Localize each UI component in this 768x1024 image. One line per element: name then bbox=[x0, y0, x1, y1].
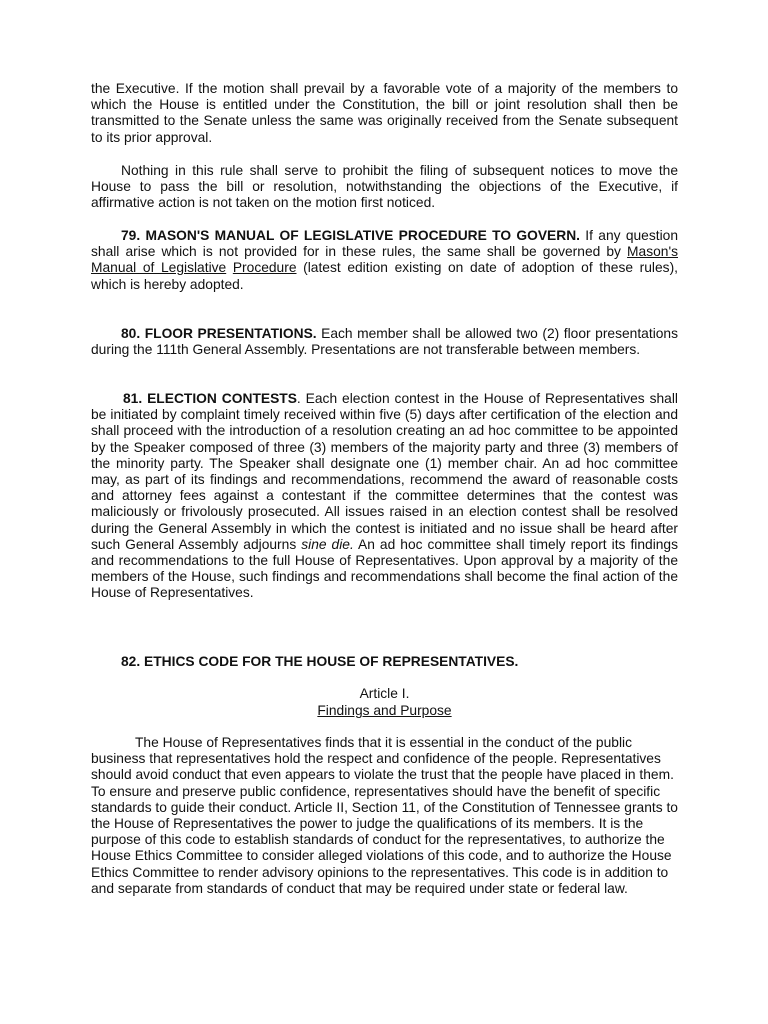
findings-paragraph: The House of Representatives finds that it is essential in the conduct of the public business that representatives hold the respect and confidence of the people. Representatives should avoid conduct that even appears to violate the trust that the people have placed in them. To ensure and preserve public confidence, representatives should have the benefit of specific standards to guide their conduct. Article II, Section 11, of the Constitution of Tennessee grants to the House of Representatives the power to judge the qualifications of its members. It is the purpose of this code to establish standards of conduct for the representatives, to authorize the House Ethics Committee to consider alleged violations of this code, and to authorize the House Ethics Committee to render advisory opinions to the representatives. This code is in addition to and separate from standards of conduct that may be required under state or federal law. bbox=[91, 735, 678, 896]
rule-80-paragraph bbox=[91, 326, 678, 358]
rule-81-text-a: . Each election contest in the House of Representatives shall be initiated by complaint timely received within five (5) days after certification of the election and shall proceed with the introduction of a resolution creating an ad hoc committee to be appointed by the Speaker composed of three (3) members of the majority party and three (3) members of the minority party. The Speaker shall designate one (1) member chair. An ad hoc committee may, as part of its findings and recommendations, recommend the award of reasonable costs and attorney fees against a contestant if the committee determines that the contest was maliciously or frivolously prosecuted. All issues raised in an election contest shall be resolved during the General Assembly in which the contest is initiated and no issue shall be heard after such General Assembly adjourns bbox=[91, 391, 678, 552]
article-title: Article I. bbox=[359, 686, 410, 701]
paragraph-subsequent-notices: Nothing in this rule shall serve to prohibit the filing of subsequent notices to move the House to pass the bill or resolution, notwithstanding the objections of the Executive, if affirmative action is not taken on the motion first noticed. bbox=[91, 163, 678, 211]
rule-80-heading: 80. FLOOR PRESENTATIONS. bbox=[121, 326, 317, 341]
rule-82-heading: 82. ETHICS CODE FOR THE HOUSE OF REPRESENTATIVES. bbox=[121, 654, 519, 669]
procedure-link: Procedure bbox=[232, 260, 297, 276]
rule-79-heading: 79. MASON'S MANUAL OF LEGISLATIVE PROCEDURE TO GOVERN. bbox=[121, 228, 580, 243]
rule-79-paragraph bbox=[91, 228, 678, 293]
article-subtitle: Findings and Purpose bbox=[317, 703, 452, 718]
rule-81-heading: 81. ELECTION CONTESTS bbox=[123, 391, 297, 406]
rule-79-text-b: (latest edition existing on date of adoption of these rules), which is hereby adopted. bbox=[91, 260, 678, 292]
rule-81-text-b: An ad hoc committee shall timely report its findings and recommendations to the full House of Representatives. Upon approval by a majority of the members of the House, such findings and recommendations shall become the final action of the House of Representatives. bbox=[91, 536, 679, 601]
masons-manual-link: Mason's Manual of Legislative bbox=[91, 244, 678, 276]
rule-79-text-a: If any question shall arise which is not provided for in these rules, the same shall be governed by bbox=[91, 228, 678, 260]
rule-81-paragraph bbox=[91, 391, 678, 602]
paragraph-executive-motion: the Executive. If the motion shall prevail by a favorable vote of a majority of the members to which the House is entitled under the Constitution, the bill or joint resolution shall then be transmitted to the Senate unless the same was originally received from the Senate subsequent to its prior approval. bbox=[91, 81, 678, 145]
rule-80-text: Each member shall be allowed two (2) floor presentations during the 111th General Assembly. Presentations are not transferable between members. bbox=[91, 326, 678, 358]
rule-81-italic: sine die. bbox=[301, 536, 354, 552]
